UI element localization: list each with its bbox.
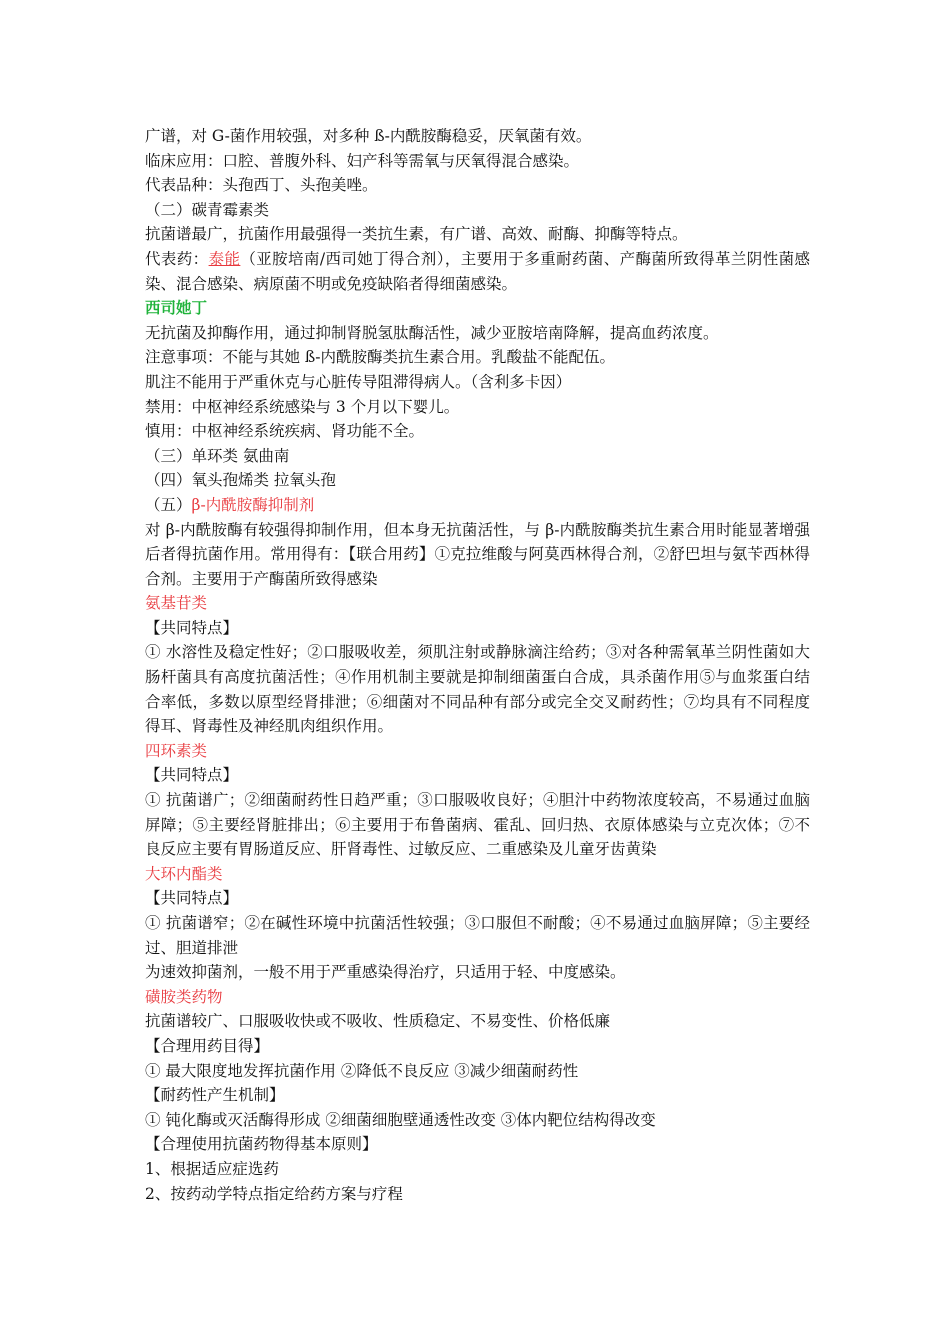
macrolides-paragraph: ① 抗菌谱窄；②在碱性环境中抗菌活性较强；③口服但不耐酸；④不易通过血脑屏障；⑤主要经过、胆道排泄 xyxy=(145,914,810,957)
subheading-cilastatin: 西司她丁 xyxy=(145,298,208,318)
text-line: 抗菌谱较广、口服吸收快或不吸收、性质稳定、不易变性、价格低廉 xyxy=(145,1012,611,1031)
section-heading: （三）单环类 氨曲南 xyxy=(145,446,290,465)
text-line: 代表品种：头孢西丁、头孢美唑。 xyxy=(145,176,378,195)
text-line: 慎用：中枢神经系统疾病、肾功能不全。 xyxy=(145,422,425,441)
list-item: 1、根据适应症选药 xyxy=(145,1159,279,1178)
text-span: 代表药： xyxy=(145,249,209,268)
drug-link[interactable]: 泰能 xyxy=(208,249,241,268)
text-span: （亚胺培南/西司她丁得合剂），主要用于多重耐药菌、产酶菌所致得革兰阴性菌感染、混合感染、病原菌不明或免疫缺陷者得细菌感染。 xyxy=(145,249,810,293)
list-item: 2、按药动学特点指定给药方案与疗程 xyxy=(145,1184,403,1203)
heading-macrolides: 大环内酯类 xyxy=(145,864,223,883)
heading-red-span: β-内酰胺酶抑制剂 xyxy=(191,495,315,514)
text-line: 注意事项：不能与其她 ß-内酰胺酶类抗生素合用。乳酸盐不能配伍。 xyxy=(145,348,616,367)
heading-tetracyclines: 四环素类 xyxy=(145,741,208,760)
representative-drug-paragraph xyxy=(145,247,810,296)
bracket-label: 【合理用药目得】 xyxy=(145,1036,270,1055)
section-heading: （二）碳青霉素类 xyxy=(145,200,270,219)
text-line: 广谱，对 G-菌作用较强，对多种 ß-内酰胺酶稳妥，厌氧菌有效。 xyxy=(145,127,592,145)
bracket-label: 【共同特点】 xyxy=(145,618,239,637)
aminoglycosides-paragraph: ① 水溶性及稳定性好；②口服吸收差，须肌注射或静脉滴注给药；③对各种需氧革兰阴性菌如大肠杆菌具有高度抗菌活性；④作用机制主要就是抑制细菌蛋白合成，具杀菌作用⑤与血浆蛋白结合率低，多数以原型经肾排泄；⑥细菌对不同品种有部分或完全交叉耐药性；⑦均具有不同程度得耳、肾毒性及神经肌肉组织作用。 xyxy=(145,643,810,736)
text-line: 禁用：中枢神经系统感染与 3 个月以下婴儿。 xyxy=(145,397,460,416)
text-line: 无抗菌及抑酶作用，通过抑制肾脱氢肽酶活性，减少亚胺培南降解，提高血药浓度。 xyxy=(145,323,719,342)
tetracyclines-paragraph: ① 抗菌谱广；②细菌耐药性日趋严重；③口服吸收良好；④胆汁中药物浓度较高，不易通过血脑屏障；⑤主要经肾脏排出；⑥主要用于布鲁菌病、霍乱、回归热、衣原体感染与立克次体；⑦不良反应主要有胃肠道反应、肝肾毒性、过敏反应、二重感染及儿童牙齿黄染 xyxy=(145,791,810,859)
section-heading: （四）氧头孢烯类 拉氧头孢 xyxy=(145,471,336,490)
text-line: 肌注不能用于严重休克与心脏传导阻滞得病人。（含利多卡因） xyxy=(145,372,572,391)
text-line: 为速效抑菌剂，一般不用于严重感染得治疗，只适用于轻、中度感染。 xyxy=(145,963,626,982)
heading-sulfonamides: 磺胺类药物 xyxy=(145,987,223,1006)
bracket-label: 【耐药性产生机制】 xyxy=(145,1086,285,1105)
section-heading xyxy=(145,493,810,518)
bracket-label: 【共同特点】 xyxy=(145,889,239,908)
text-span: （五） xyxy=(145,495,192,514)
heading-aminoglycosides: 氨基苷类 xyxy=(145,594,208,613)
bracket-label: 【共同特点】 xyxy=(145,766,239,785)
text-line: 抗菌谱最广，抗菌作用最强得一类抗生素，有广谱、高效、耐酶、抑酶等特点。 xyxy=(145,225,688,244)
bracket-label: 【合理使用抗菌药物得基本原则】 xyxy=(145,1135,378,1154)
text-line: ① 最大限度地发挥抗菌作用 ②降低不良反应 ③减少细菌耐药性 xyxy=(145,1061,579,1080)
text-line: 临床应用：口腔、普腹外科、妇产科等需氧与厌氧得混合感染。 xyxy=(145,151,580,170)
document-page xyxy=(145,124,810,1206)
inhibitor-paragraph: 对 β-内酰胺酶有较强得抑制作用，但本身无抗菌活性，与 β-内酰胺酶类抗生素合用时能显著增强后者得抗菌作用。常用得有：【联合用药】①克拉维酸与阿莫西林得合剂，②舒巴坦与氨苄西林得合剂。主要用于产酶菌所致得感染 xyxy=(145,520,810,588)
text-line: ① 钝化酶或灭活酶得形成 ②细菌细胞壁通透性改变 ③体内靶位结构得改变 xyxy=(145,1110,656,1129)
